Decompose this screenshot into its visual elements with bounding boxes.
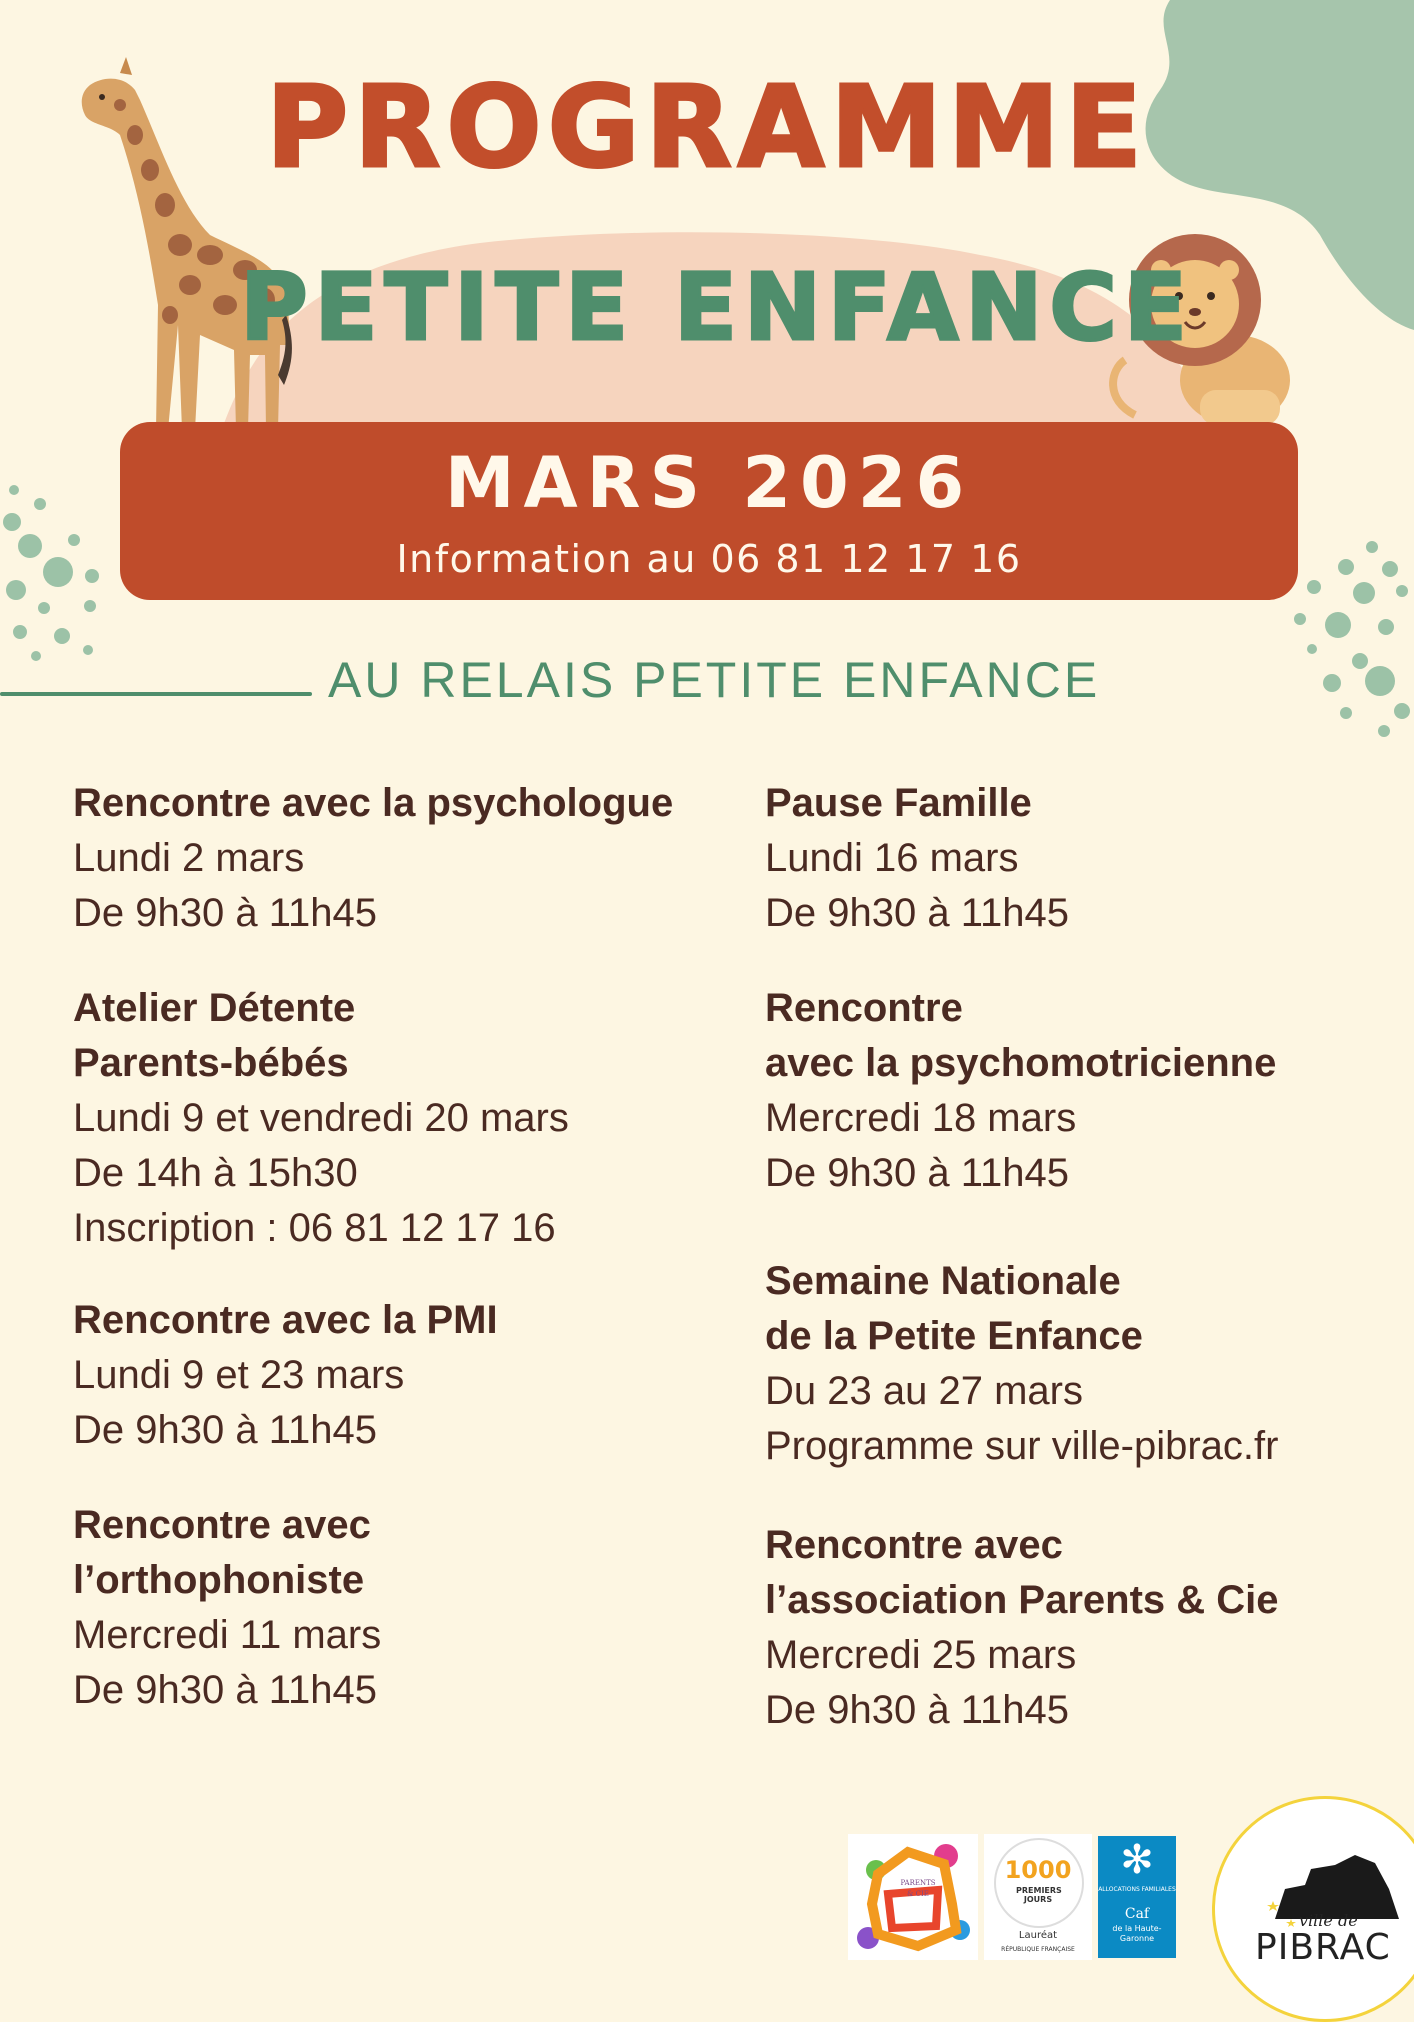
event-time: De 9h30 à 11h45: [73, 1408, 377, 1452]
event-title: Rencontre avec la PMI: [73, 1298, 498, 1342]
event-link-text: Programme sur ville-pibrac.fr: [765, 1424, 1279, 1468]
dots-decoration-left: [0, 480, 110, 680]
ville-pibrac-logo: [1212, 1796, 1414, 2022]
event-title-line2: de la Petite Enfance: [765, 1314, 1143, 1358]
event-date: Mercredi 18 mars: [765, 1096, 1077, 1140]
event-date: Du 23 au 27 mars: [765, 1369, 1083, 1413]
parents-cie-logo: [848, 1834, 978, 1960]
premiers-jours-laureat: Lauréat: [1018, 1930, 1058, 1941]
caf-allocations-text: ALLOCATIONS FAMILIALES: [1098, 1886, 1176, 1893]
event-item: [765, 776, 1069, 941]
banner-info: Information au 06 81 12 17 16: [396, 537, 1022, 581]
event-date: Mercredi 25 mars: [765, 1633, 1077, 1677]
event-title: Rencontre avec: [765, 1523, 1063, 1567]
caf-region: de la Haute-Garonne: [1112, 1924, 1162, 1943]
republique-francaise-text: RÉPUBLIQUE FRANÇAISE: [1001, 1946, 1075, 1953]
caf-logo: [1098, 1836, 1176, 1958]
event-date: Lundi 9 et vendredi 20 mars: [73, 1096, 569, 1140]
event-title: Semaine Nationale: [765, 1259, 1121, 1303]
event-date: Lundi 9 et 23 mars: [73, 1353, 405, 1397]
event-item: [73, 1498, 381, 1718]
event-title-line2: avec la psychomotricienne: [765, 1041, 1277, 1085]
section-heading: AU RELAIS PETITE ENFANCE: [328, 652, 1101, 708]
event-time: De 14h à 15h30: [73, 1151, 358, 1195]
event-date: Lundi 16 mars: [765, 836, 1019, 880]
page-title: PROGRAMME: [266, 63, 1148, 193]
subheading-divider: [0, 692, 312, 696]
parents-cie-text: PARENTS & CIE: [900, 1879, 936, 1898]
event-item: [73, 981, 569, 1256]
event-time: De 9h30 à 11h45: [73, 891, 377, 935]
premiers-jours-number: 1000: [1004, 1856, 1072, 1884]
event-time: De 9h30 à 11h45: [73, 1668, 377, 1712]
event-time: De 9h30 à 11h45: [765, 1151, 1069, 1195]
event-item: [765, 981, 1276, 1201]
event-date: Lundi 2 mars: [73, 836, 305, 880]
event-title: Atelier Détente: [73, 986, 356, 1030]
dots-decoration-right: [1290, 535, 1414, 740]
premiers-jours-logo: [984, 1834, 1092, 1960]
event-time: De 9h30 à 11h45: [765, 1688, 1069, 1732]
caf-name: Caf: [1124, 1906, 1150, 1922]
pibrac-small-text: ville de: [1299, 1911, 1358, 1930]
event-item: [73, 776, 673, 941]
event-item: [765, 1518, 1279, 1738]
page-subtitle: PETITE ENFANCE: [240, 254, 1194, 361]
premiers-jours-text: PREMIERS JOURS: [1016, 1886, 1062, 1904]
event-registration: Inscription : 06 81 12 17 16: [73, 1206, 556, 1250]
event-item: [73, 1293, 498, 1458]
event-title: Rencontre avec: [73, 1503, 371, 1547]
pibrac-name: PIBRAC: [1255, 1927, 1391, 1968]
event-title: Rencontre avec la psychologue: [73, 781, 674, 825]
event-time: De 9h30 à 11h45: [765, 891, 1069, 935]
event-title-line2: Parents-bébés: [73, 1041, 349, 1085]
banner-month: MARS 2026: [444, 442, 974, 524]
event-title-line2: l’association Parents & Cie: [765, 1578, 1279, 1622]
event-title: Pause Famille: [765, 781, 1032, 825]
event-date: Mercredi 11 mars: [73, 1613, 382, 1657]
caf-snowflake-icon: ✻: [1120, 1837, 1154, 1883]
event-title: Rencontre: [765, 986, 963, 1030]
event-item: [765, 1254, 1278, 1474]
event-title-line2: l’orthophoniste: [73, 1558, 365, 1602]
